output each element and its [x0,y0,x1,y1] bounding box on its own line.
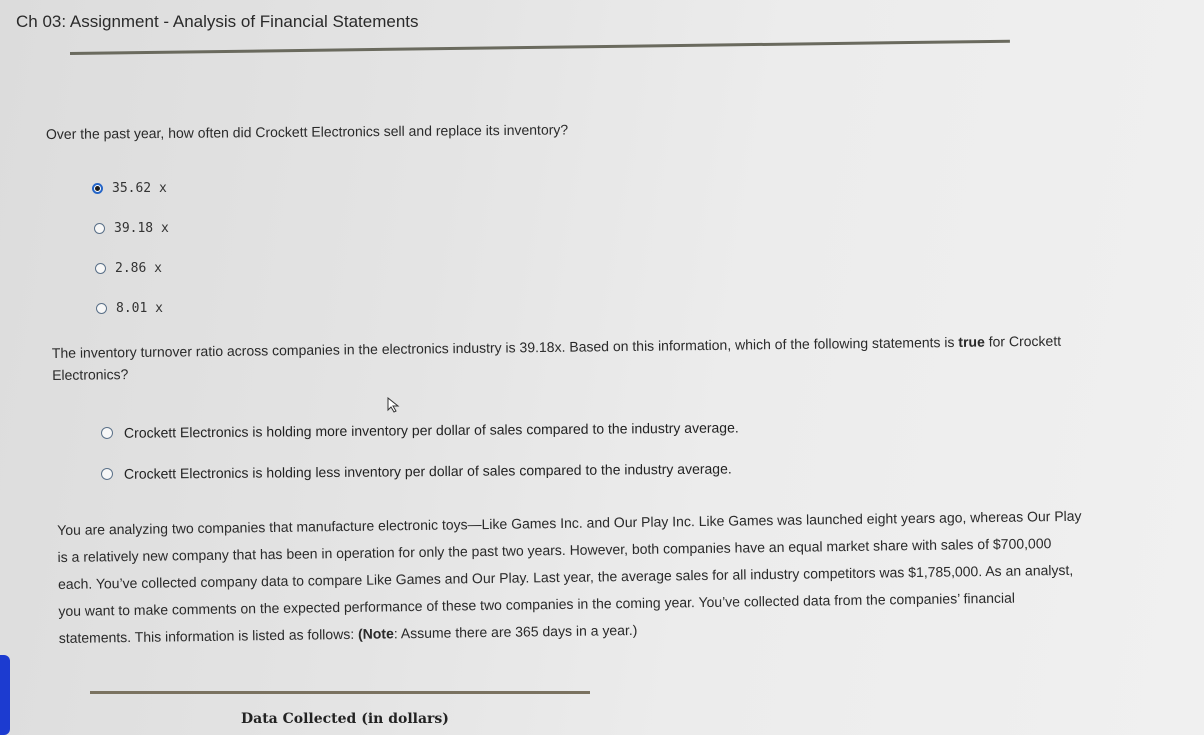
q1-option-4[interactable] [96,301,163,316]
q1-option-3[interactable] [95,261,162,276]
page-title: Ch 03: Assignment - Analysis of Financial Statements [16,12,419,31]
question-2-text [52,330,1062,386]
q1-option-1-label: 35.62 x [112,181,167,196]
radio-icon[interactable] [94,223,105,234]
note-label: Note [362,625,394,642]
scenario-text: You are analyzing two companies that manufacture electronic toys—Like Games Inc. and Our Play Inc. Like Games was launched eight years ago, whereas Our Play is a relatively new company that has been in operation for only the past two years. However, both companies have an equal market share with sales of $700,000 each. You’ve collected company data to compare Like Games and Our Play. Last year, the average sales for all industry competitors was $1,785,000. As an analyst, you want to make comments on the expected performance of these two companies in the coming year. You’ve collected data from the companies’ financial statements. This information is listed as follows: [57,507,1082,646]
radio-icon[interactable] [96,303,107,314]
monitor-bezel [0,655,10,735]
mouse-pointer-icon [387,397,401,413]
note-open: ( [357,625,363,642]
question-1-text: Over the past year, how often did Crockett Electronics sell and replace its inventory? [45,121,569,142]
radio-selected-icon[interactable] [92,183,103,194]
q1-option-1[interactable] [92,181,167,196]
q2-option-2-label: Crockett Electronics is holding less inventory per dollar of sales compared to the industry average. [123,460,732,482]
scenario-paragraph [57,503,1089,652]
radio-icon[interactable] [101,427,113,439]
radio-icon[interactable] [95,263,106,274]
q1-option-3-label: 2.86 x [115,261,162,276]
data-collected-heading: Data Collected (in dollars) [241,711,449,727]
section-divider [90,691,590,694]
q2-option-1[interactable] [101,419,739,441]
note-text: : Assume there are 365 days in a year.) [393,621,638,642]
question-2-text-end: for Crockett Electronics? [52,332,1062,383]
q2-option-1-label: Crockett Electronics is holding more inventory per dollar of sales compared to the industry average. [123,419,739,441]
question-2-text-start: The inventory turnover ratio across companies in the electronics industry is 39.18x. Based on this information, which of the following statements is [51,333,955,362]
q1-option-2[interactable] [94,221,169,236]
question-2-emphasis: true [958,333,985,350]
header-divider [70,40,1010,55]
q2-option-2[interactable] [101,460,732,482]
radio-icon[interactable] [101,468,113,480]
q1-option-4-label: 8.01 x [116,301,163,316]
q1-option-2-label: 39.18 x [114,221,169,236]
